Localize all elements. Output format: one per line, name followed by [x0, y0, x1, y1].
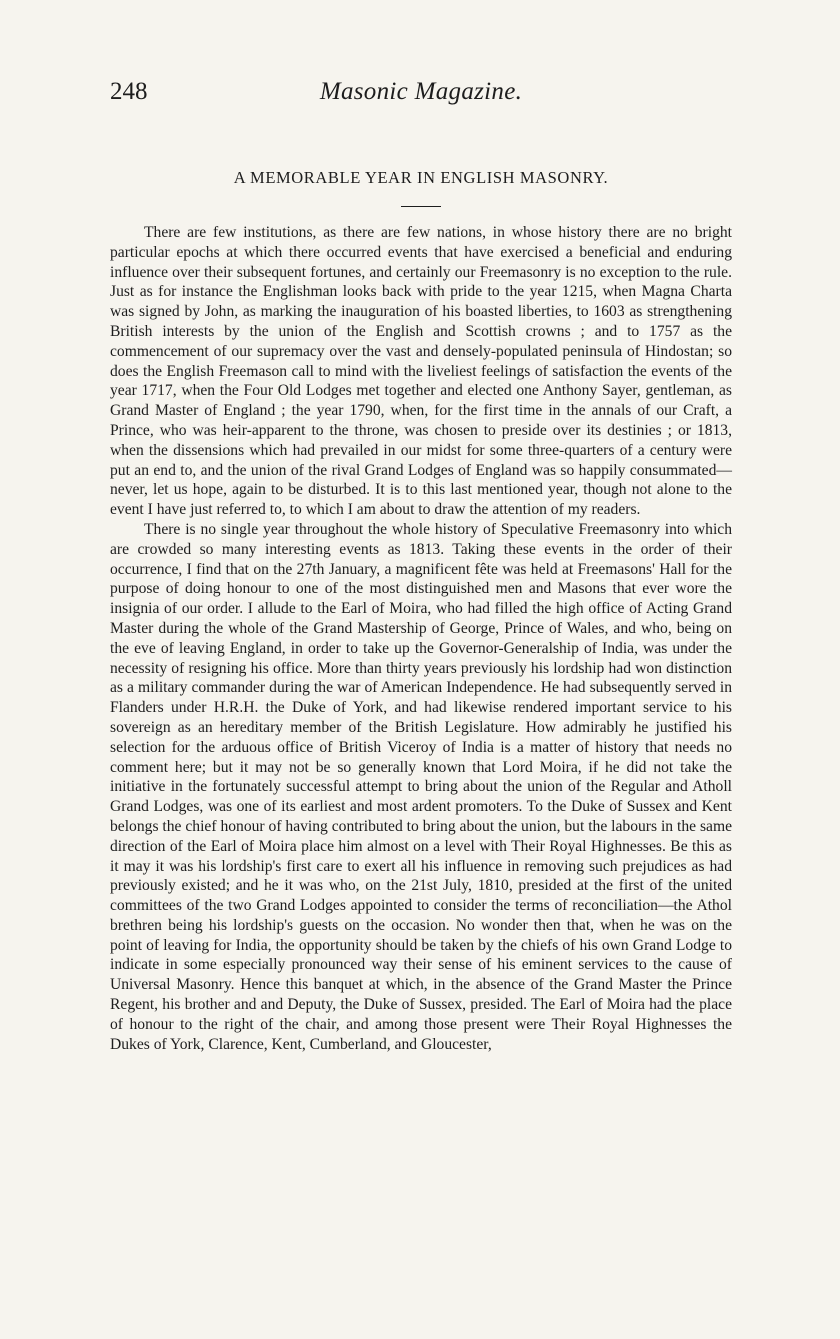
- paragraph: There is no single year throughout the whole history of Speculative Freemasonry into which are crowded so many interesting events as 1813. Taking these events in the order of their occurrence, I find that on the 27th January, a magnificent fête was held at Freemasons' Hall for the purpose of doing honour to one of the most distinguished men and Masons that ever wore the insignia of our order. I allude to the Earl of Moira, who had filled the high office of Acting Grand Master during the whole of the Grand Mastership of George, Prince of Wales, and who, being on the eve of leaving England, in order to take up the Governor-Generalship of India, was under the necessity of resigning his office. More than thirty years previously his lordship had won distinction as a military commander during the war of American Independence. He had subsequently served in Flanders under H.R.H. the Duke of York, and had likewise rendered important service to his sovereign as an hereditary member of the British Legislature. How admirably he justified his selection for the arduous office of British Viceroy of India is a matter of history that needs no comment here; but it may not be so generally known that Lord Moira, if he did not take the initiative in the fortunately successful attempt to bring about the union of the Regular and Atholl Grand Lodges, was one of its earliest and most ardent promoters. To the Duke of Sussex and Kent belongs the chief honour of having contributed to bring about the union, but the labours in the same direction of the Earl of Moira place him almost on a level with Their Royal Highnesses. Be this as it may it was his lordship's first care to exert all his influence in removing such prejudices as had previously existed; and he it was who, on the 21st July, 1810, presided at the first of the united committees of the two Grand Lodges appointed to consider the terms of reconciliation—the Athol brethren being his lordship's guests on the occasion. No wonder then that, when he was on the point of leaving for India, the opportunity should be taken by the chiefs of his own Grand Lodge to indicate in some especially pronounced way their sense of his eminent services to the cause of Universal Masonry. Hence this banquet at which, in the absence of the Grand Master the Prince Regent, his brother and and Deputy, the Duke of Sussex, presided. The Earl of Moira had the place of honour to the right of the chair, and among those present were Their Royal Highnesses the Dukes of York, Clarence, Kent, Cumberland, and Gloucester,: [110, 520, 732, 1053]
- article-title: A MEMORABLE YEAR IN ENGLISH MASONRY.: [233, 168, 609, 187]
- page: [110, 78, 732, 1054]
- running-head: [110, 78, 732, 118]
- page-number: 248: [110, 78, 148, 105]
- title-rule: [401, 206, 441, 207]
- journal-title: Masonic Magazine.: [319, 78, 523, 105]
- paragraph: There are few institutions, as there are few nations, in whose history there are no bright particular epochs at which there occurred events that have exercised a beneficial and enduring influence over their subsequent fortunes, and certainly our Freemasonry is no exception to the rule. Just as for instance the Englishman looks back with pride to the year 1215, when Magna Charta was signed by John, as marking the inauguration of his boasted liberties, to 1603 as strengthening British interests by the union of the English and Scottish crowns ; and to 1757 as the commencement of our supremacy over the vast and densely-populated peninsula of Hindostan; so does the English Freemason call to mind with the liveliest feelings of satisfaction the events of the year 1717, when the Four Old Lodges met together and elected one Anthony Sayer, gentleman, as Grand Master of England ; the year 1790, when, for the first time in the annals of our Craft, a Prince, who was heir-apparent to the throne, was chosen to preside over its destinies ; or 1813, when the dissensions which had prevailed in our midst for some three-quarters of a century were put an end to, and the union of the rival Grand Lodges of England was so happily consummated—never, let us hope, again to be disturbed. It is to this last mentioned year, though not alone to the event I have just referred to, to which I am about to draw the attention of my readers.: [110, 224, 732, 519]
- article-body: [110, 223, 732, 1054]
